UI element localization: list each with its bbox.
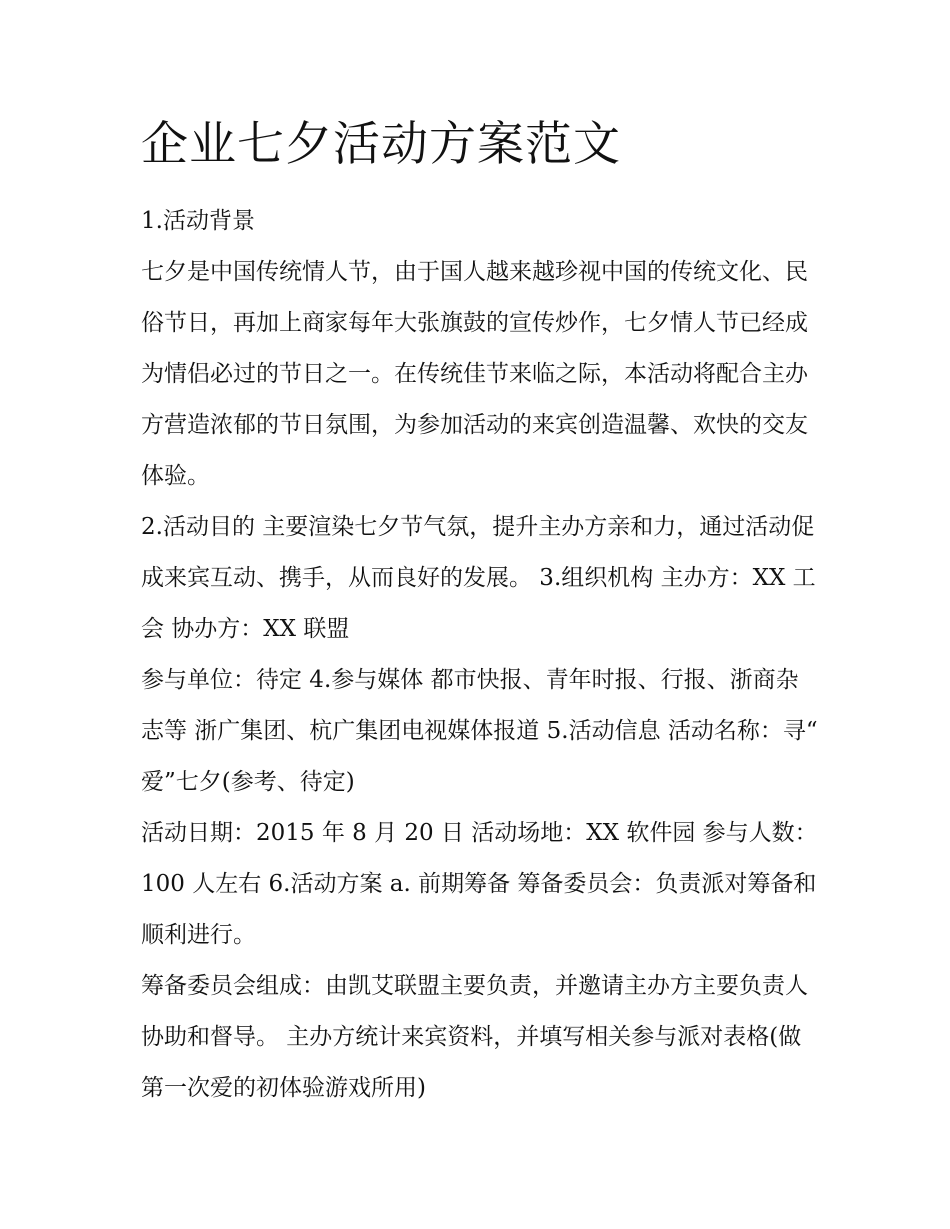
paragraph-date-venue-plan: 活动日期：2015 年 8 月 20 日 活动场地：XX 软件园 参与人数：100 人左右 6.活动方案 a. 前期筹备 筹备委员会：负责派对筹备和顺利进行。 xyxy=(141,820,818,948)
paragraph-background: 七夕是中国传统情人节，由于国人越来越珍视中国的传统文化、民俗节日，再加上商家每年大张旗鼓的宣传炒作，七夕情人节已经成为情侣必过的节日之一。在传统佳节来临之际，本活动将配合主办方营造浓郁的节日氛围，为参加活动的来宾创造温馨、欢快的交友体验。 xyxy=(141,259,808,489)
section-heading-background: 1.活动背景 xyxy=(141,208,255,234)
paragraph-committee: 筹备委员会组成：由凯艾联盟主要负责，并邀请主办方主要负责人协助和督导。 主办方统计来宾资料，并填写相关参与派对表格(做第一次爱的初体验游戏所用) xyxy=(141,973,808,1101)
document-body xyxy=(141,196,821,1114)
paragraph-purpose-organization: 2.活动目的 主要渲染七夕节气氛，提升主办方亲和力，通过活动促成来宾互动、携手，从而良好的发展。 3.组织机构 主办方：XX 工会 协办方：XX 联盟 xyxy=(141,514,816,642)
paragraph-participants-media: 参与单位：待定 4.参与媒体 都市快报、青年时报、行报、浙商杂志等 浙广集团、杭广集团电视媒体报道 5.活动信息 活动名称：寻“爱”七夕(参考、待定) xyxy=(141,667,818,795)
document-title: 企业七夕活动方案范文 xyxy=(141,117,621,172)
